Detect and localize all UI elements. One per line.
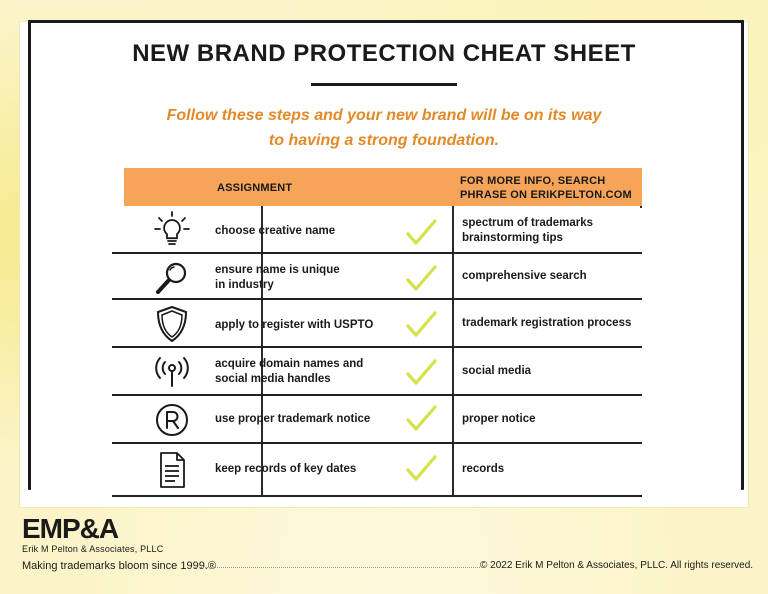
- more-info-text: [462, 462, 504, 477]
- frame-top-line: [28, 20, 744, 23]
- info-line-1: social media: [462, 365, 532, 377]
- assignment-text: [215, 357, 363, 387]
- dotted-divider-left: [190, 567, 480, 568]
- assignment-text: [215, 263, 340, 293]
- subtitle-line-1: Follow these steps and your new brand will be on its way: [166, 107, 602, 124]
- table-row: [124, 444, 652, 497]
- assignment-line-2: social media handles: [215, 373, 331, 385]
- assignment-text: [215, 224, 335, 239]
- more-info-text: [462, 412, 535, 427]
- checkmark-icon: [404, 404, 438, 434]
- checkmark-icon: [404, 358, 438, 388]
- assignment-line-1: ensure name is unique: [215, 264, 340, 276]
- assignment-text: [215, 318, 373, 333]
- checkmark-icon: [404, 264, 438, 294]
- info-line-1: comprehensive search: [462, 270, 587, 282]
- assignment-text: [215, 462, 356, 477]
- assignment-line-1: choose creative name: [215, 225, 336, 237]
- logo-company-name: Erik M Pelton & Associates, PLLC: [22, 544, 164, 554]
- subtitle-line-2: to having a strong foundation.: [268, 132, 500, 149]
- broadcast-icon: [152, 352, 192, 392]
- shield-icon: [152, 304, 192, 344]
- more-info-text: [462, 316, 631, 331]
- title-underline: [311, 83, 457, 86]
- table-row: [124, 348, 652, 396]
- registered-icon: [152, 400, 192, 440]
- header-more-info: [460, 174, 640, 202]
- page-title: NEW BRAND PROTECTION CHEAT SHEET: [132, 40, 636, 67]
- info-line-2: brainstorming tips: [462, 232, 563, 244]
- assignment-line-1: keep records of key dates: [215, 463, 357, 475]
- assignment-line-2: in industry: [215, 279, 274, 291]
- table-row: [124, 206, 652, 254]
- more-info-text: [462, 216, 593, 246]
- checkmark-icon: [404, 454, 438, 484]
- frame-left-line: [28, 20, 31, 490]
- row-divider: [112, 495, 642, 497]
- assignment-line-1: acquire domain names and: [215, 358, 364, 370]
- header-more-info-line-2: PHRASE ON ERIKPELTON.COM: [460, 189, 632, 201]
- table-row: [124, 300, 652, 348]
- lightbulb-icon: [152, 210, 192, 250]
- info-line-1: spectrum of trademarks: [462, 217, 594, 229]
- logo-mark: EMP&A: [22, 513, 119, 544]
- more-info-text: [462, 269, 587, 284]
- table-row: [124, 254, 652, 300]
- header-more-info-line-1: FOR MORE INFO, SEARCH: [460, 175, 606, 187]
- info-line-1: records: [462, 463, 505, 475]
- frame-right-line: [741, 20, 744, 490]
- checkmark-icon: [404, 310, 438, 340]
- more-info-text: [462, 364, 531, 379]
- assignment-line-1: apply to register with USPTO: [215, 319, 374, 331]
- magnifier-icon: [152, 258, 192, 298]
- document-icon: [152, 450, 192, 490]
- checklist-table: [124, 168, 642, 475]
- table-row: [124, 396, 652, 444]
- checkmark-icon: [404, 218, 438, 248]
- header-assignment: ASSIGNMENT: [217, 182, 293, 194]
- info-line-1: proper notice: [462, 413, 536, 425]
- assignment-text: [215, 412, 370, 427]
- table-header: [124, 168, 642, 206]
- tagline: Making trademarks bloom since 1999.®: [22, 560, 216, 572]
- copyright-notice: © 2022 Erik M Pelton & Associates, PLLC. All rights reserved.: [480, 560, 754, 571]
- info-line-1: trademark registration process: [462, 317, 632, 329]
- company-logo: [22, 514, 163, 554]
- assignment-line-1: use proper trademark notice: [215, 413, 371, 425]
- subtitle: [0, 103, 768, 153]
